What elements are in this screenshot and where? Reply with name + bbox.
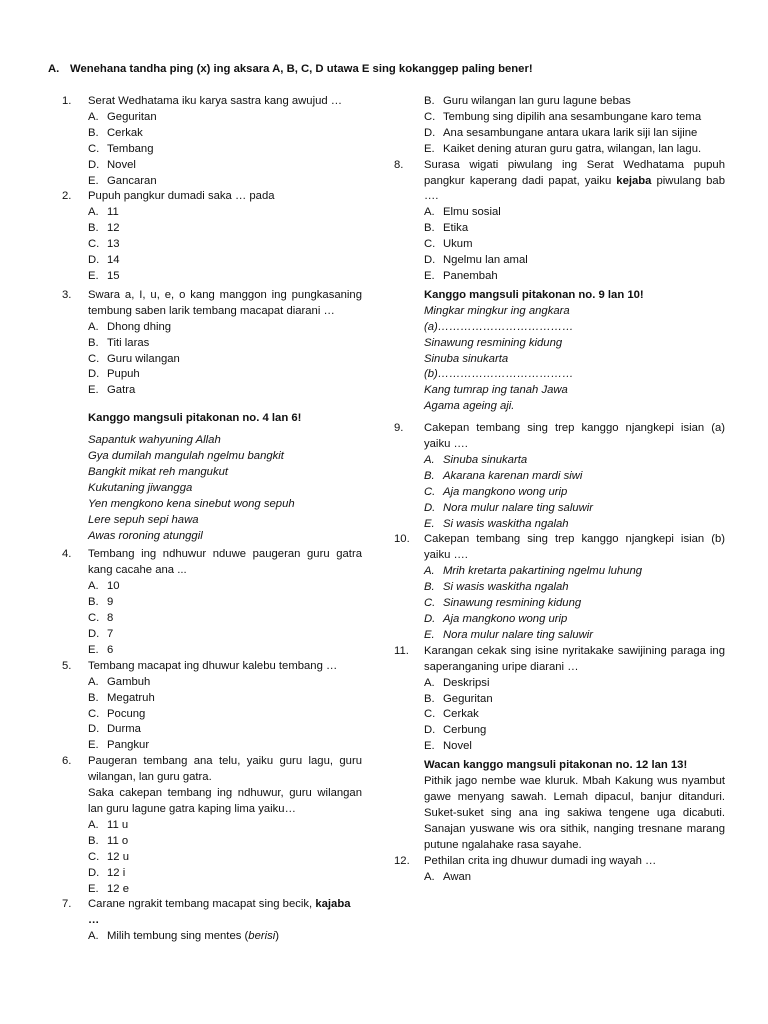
- question-number: 8.: [394, 158, 404, 171]
- option-letter: D.: [424, 126, 436, 139]
- option-letter: C.: [424, 485, 436, 498]
- question-text: [88, 897, 362, 929]
- option-text: Tembung sing dipilih ana sesambungane karo tema: [443, 110, 702, 123]
- option-letter: E.: [424, 269, 435, 282]
- option-letter: A.: [88, 110, 99, 123]
- question-text: [424, 158, 725, 206]
- question-text: Paugeran tembang ana telu, yaiku guru lagu, guru wilangan, lan guru gatra.: [88, 755, 362, 784]
- option-b[interactable]: [424, 221, 725, 237]
- option-text: Guru wilangan: [107, 352, 180, 365]
- option-letter: A.: [88, 580, 99, 593]
- question-8-options: [424, 205, 725, 285]
- question-text: Pethilan crita ing dhuwur dumadi ing wayah …: [424, 854, 657, 867]
- poem-line: Sapantuk wahyuning Allah: [88, 434, 221, 447]
- option-b[interactable]: [88, 595, 362, 611]
- poem-line: Mingkar mingkur ing angkara: [424, 304, 570, 317]
- poem-line: (b)………………………………: [424, 368, 574, 381]
- question-11: [394, 644, 725, 676]
- question-number: 3.: [62, 288, 72, 301]
- option-b[interactable]: [424, 580, 725, 596]
- question-4: [62, 547, 362, 579]
- option-b[interactable]: [424, 469, 725, 485]
- question-5: [62, 659, 362, 675]
- option-text: Si wasis waskitha ngalah: [443, 517, 569, 530]
- option-letter: B.: [88, 336, 99, 349]
- instruction-4-6: Kanggo mangsuli pitakonan no. 4 lan 6!: [88, 412, 302, 425]
- question-text: Cakepan tembang sing trep kanggo njangkepi isian (b) yaiku ….: [424, 533, 725, 562]
- question-6: [62, 754, 362, 818]
- poem-block-1: [62, 433, 362, 544]
- option-text: 12: [107, 222, 120, 235]
- question-number: 11.: [394, 644, 409, 657]
- option-letter: A.: [88, 930, 99, 943]
- option-text: Nora mulur nalare ting saluwir: [443, 501, 594, 514]
- option-d[interactable]: [424, 126, 725, 142]
- option-letter: D.: [424, 254, 436, 267]
- option-letter: B.: [88, 222, 99, 235]
- option-e[interactable]: [88, 383, 362, 399]
- question-number: 1.: [62, 95, 72, 107]
- poem-line: Kukutaning jiwangga: [88, 481, 193, 494]
- instruction-12-13: Wacan kanggo mangsuli pitakonan no. 12 lan 13!: [424, 759, 688, 772]
- option-letter: E.: [88, 882, 99, 895]
- option-text: Gatra: [107, 384, 136, 397]
- question-12: [394, 854, 725, 870]
- poem-line: Awas roroning atunggil: [88, 529, 203, 542]
- option-text: Milih tembung sing mentes (: [107, 930, 249, 943]
- option-d[interactable]: [88, 158, 362, 174]
- question-number: 6.: [62, 755, 72, 768]
- option-text: Panembah: [443, 269, 498, 282]
- option-letter: C.: [88, 612, 100, 625]
- option-letter: B.: [88, 834, 99, 847]
- option-text: Akarana karenan mardi siwi: [443, 469, 583, 482]
- option-c[interactable]: [424, 237, 725, 253]
- option-a[interactable]: [88, 110, 362, 126]
- option-text: Ana sesambungane antara ukara larik siji lan sijine: [443, 126, 698, 139]
- option-e[interactable]: [424, 517, 725, 533]
- option-letter: D.: [424, 501, 436, 514]
- option-letter: D.: [88, 866, 100, 879]
- option-e[interactable]: [424, 269, 725, 285]
- poem-line: Kang tumrap ing tanah Jawa: [424, 384, 568, 397]
- question-3-options: [88, 320, 362, 400]
- question-11-options: [424, 676, 725, 756]
- option-text: Pangkur: [107, 739, 150, 752]
- option-text: Aja mangkono wong urip: [443, 485, 568, 498]
- option-letter: D.: [88, 254, 100, 267]
- option-letter: B.: [88, 126, 99, 139]
- option-letter: D.: [88, 723, 100, 736]
- left-column: [62, 94, 362, 945]
- poem-line: Agama ageing aji.: [424, 400, 515, 413]
- section-letter: A.: [48, 63, 60, 75]
- question-number: 4.: [62, 548, 72, 561]
- question-1: [62, 94, 362, 110]
- option-letter: C.: [424, 708, 436, 721]
- option-b[interactable]: [88, 336, 362, 352]
- poem-line: Sinawung resmining kidung: [424, 336, 563, 349]
- option-text: Cerkak: [443, 708, 479, 721]
- option-letter: D.: [88, 158, 100, 171]
- option-d[interactable]: [424, 501, 725, 517]
- option-e[interactable]: [424, 142, 725, 158]
- option-c[interactable]: [88, 237, 362, 253]
- option-letter: E.: [88, 174, 99, 187]
- question-9-options: [424, 453, 725, 533]
- option-c[interactable]: [88, 707, 362, 723]
- option-e[interactable]: [88, 738, 362, 754]
- option-a[interactable]: [88, 320, 362, 336]
- question-text: Tembang macapat ing dhuwur kalebu tembang …: [88, 659, 338, 672]
- option-e[interactable]: [88, 269, 362, 285]
- option-letter: E.: [88, 643, 99, 656]
- option-text: 6: [107, 643, 114, 656]
- option-c[interactable]: [424, 485, 725, 501]
- option-d[interactable]: [424, 612, 725, 628]
- option-text: 13: [107, 238, 120, 251]
- option-text: Megatruh: [107, 691, 155, 704]
- option-d[interactable]: [88, 722, 362, 738]
- option-c[interactable]: [88, 352, 362, 368]
- option-letter: A.: [424, 870, 435, 883]
- question-8: [394, 158, 725, 206]
- option-text: Nora mulur nalare ting saluwir: [443, 628, 594, 641]
- option-letter: A.: [88, 818, 99, 831]
- option-e[interactable]: [88, 643, 362, 659]
- question-text: Swara a, I, u, e, o kang manggon ing pungkasaning tembung saben larik tembang macapat diarani …: [88, 288, 362, 317]
- option-a[interactable]: [424, 453, 725, 469]
- option-text: Pocung: [107, 707, 146, 720]
- option-text: Ukum: [443, 238, 473, 251]
- option-letter: B.: [424, 469, 435, 482]
- option-b[interactable]: [424, 94, 725, 110]
- option-text: 11: [107, 206, 119, 219]
- option-letter: E.: [424, 740, 435, 753]
- option-d[interactable]: [424, 723, 725, 739]
- option-letter: C.: [424, 110, 436, 123]
- option-b[interactable]: [88, 126, 362, 142]
- option-text: Si wasis waskitha ngalah: [443, 581, 569, 594]
- option-letter: D.: [424, 613, 436, 625]
- option-text: Etika: [443, 222, 469, 235]
- option-letter: E.: [88, 739, 99, 752]
- option-b[interactable]: [88, 221, 362, 237]
- question-7: [62, 897, 362, 929]
- option-text: 12 i: [107, 866, 126, 879]
- option-text: Deskripsi: [443, 676, 490, 689]
- question-12-options: [424, 870, 725, 886]
- option-a[interactable]: [424, 676, 725, 692]
- option-letter: C.: [424, 597, 436, 610]
- option-text: 12 e: [107, 882, 129, 895]
- option-a[interactable]: [424, 564, 725, 580]
- option-letter: E.: [424, 517, 435, 530]
- option-d[interactable]: [424, 253, 725, 269]
- option-letter: E.: [424, 628, 435, 641]
- option-text: Sinawung resmining kidung: [443, 597, 582, 610]
- option-c[interactable]: [424, 110, 725, 126]
- option-c[interactable]: [88, 850, 362, 866]
- question-text-emphasis: kejaba: [616, 174, 652, 187]
- option-letter: A.: [424, 206, 435, 219]
- option-e[interactable]: [424, 628, 725, 644]
- option-text: Cerkak: [107, 126, 143, 139]
- option-text: Sinuba sinukarta: [443, 453, 528, 466]
- question-number: 10.: [394, 533, 410, 546]
- question-text-part: Carane ngrakit tembang macapat sing becik,: [88, 898, 313, 911]
- option-text: 7: [107, 628, 114, 640]
- question-7-options-left: [88, 929, 362, 945]
- question-text: Pupuh pangkur dumadi saka … pada: [88, 190, 275, 203]
- question-2: [62, 189, 362, 205]
- option-letter: C.: [88, 850, 100, 863]
- question-text-end: piwulang bab ….: [424, 174, 725, 203]
- option-a[interactable]: [88, 818, 362, 834]
- option-text: 10: [107, 580, 120, 593]
- option-text: Mrih kretarta pakartining ngelmu luhung: [443, 565, 643, 578]
- question-3: [62, 288, 362, 320]
- option-letter: A.: [424, 565, 435, 578]
- question-number: 5.: [62, 659, 72, 672]
- option-letter: A.: [88, 320, 99, 333]
- option-letter: B.: [88, 691, 99, 704]
- question-5-options: [88, 675, 362, 755]
- option-letter: D.: [424, 724, 436, 737]
- section-heading: [48, 62, 533, 78]
- option-d[interactable]: [88, 627, 362, 643]
- poem-line: Sinuba sinukarta: [424, 352, 509, 365]
- option-a[interactable]: [424, 870, 725, 886]
- option-d[interactable]: [88, 253, 362, 269]
- option-letter: D.: [88, 368, 100, 381]
- option-letter: E.: [88, 384, 99, 397]
- option-text: Novel: [443, 740, 472, 753]
- option-text-end: ): [275, 930, 280, 943]
- option-letter: A.: [88, 675, 99, 688]
- option-letter: C.: [88, 707, 100, 720]
- question-1-options: [88, 110, 362, 190]
- poem-block-2: [398, 304, 725, 415]
- poem-line: Yen mengkono kena sinebut wong sepuh: [88, 497, 295, 510]
- option-e[interactable]: [424, 739, 725, 755]
- option-b[interactable]: [88, 834, 362, 850]
- section-title: Wenehana tandha ping (x) ing aksara A, B, C, D utawa E sing kokanggep paling bener!: [70, 63, 533, 75]
- question-4-options: [88, 579, 362, 659]
- option-text: Aja mangkono wong urip: [443, 613, 568, 625]
- poem-line: (a)………………………………: [424, 320, 574, 333]
- option-text: Elmu sosial: [443, 206, 501, 219]
- option-letter: C.: [88, 352, 100, 365]
- option-a[interactable]: [424, 205, 725, 221]
- option-letter: C.: [88, 238, 100, 251]
- question-text-part: Surasa wigati piwulang ing Serat Wedhatama pupuh pangkur kaperang dadi papat, yaiku: [424, 158, 725, 187]
- option-c[interactable]: [424, 707, 725, 723]
- option-text-italic: berisi: [248, 930, 276, 943]
- reading-passage: Pithik jago nembe wae kluruk. Mbah Kakung wus nyambut gawe menyang sawah. Lemah dipacul, banjur ditanduri. Suket-suket sing ana ing sakiwa tengene uga dicabuti. Sanajan yuswane wis ora sithik, nanging tresnane marang putune ngalahake rasa sayahe.: [424, 775, 725, 851]
- option-letter: B.: [424, 222, 435, 235]
- option-a[interactable]: [88, 929, 362, 945]
- question-number: 2.: [62, 190, 72, 203]
- option-text: Novel: [107, 158, 136, 171]
- question-2-options: [88, 205, 362, 285]
- option-text: Titi laras: [107, 336, 150, 349]
- option-text: 15: [107, 269, 120, 282]
- option-letter: C.: [424, 238, 436, 251]
- option-c[interactable]: [424, 596, 725, 612]
- question-10-options: [424, 564, 725, 644]
- question-number: 7.: [62, 898, 72, 911]
- option-text: 14: [107, 254, 120, 267]
- option-letter: C.: [88, 142, 100, 155]
- option-text: Durma: [107, 723, 141, 736]
- question-text: Serat Wedhatama iku karya sastra kang awujud …: [88, 95, 343, 107]
- option-a[interactable]: [88, 205, 362, 221]
- option-text: Pupuh: [107, 368, 140, 381]
- option-letter: E.: [88, 269, 99, 282]
- question-text: Karangan cekak sing isine nyritakake sawijining paraga ing saperanganing uripe diarani …: [424, 644, 725, 673]
- option-b[interactable]: [88, 691, 362, 707]
- option-letter: B.: [424, 581, 435, 594]
- option-letter: B.: [424, 692, 435, 705]
- option-d[interactable]: [88, 367, 362, 383]
- option-b[interactable]: [424, 692, 725, 708]
- option-text: Guru wilangan lan guru lagune bebas: [443, 95, 631, 107]
- poem-line: Gya dumilah mangulah ngelmu bangkit: [88, 450, 284, 463]
- question-text-2: Saka cakepan tembang ing ndhuwur, guru wilangan lan guru lagune gatra kaping lima yaiku…: [88, 787, 362, 815]
- option-letter: B.: [88, 596, 99, 609]
- question-6-options: [88, 818, 362, 898]
- right-column: [394, 94, 725, 885]
- option-letter: E.: [424, 142, 435, 155]
- question-text-emphasis: kajaba: [315, 898, 351, 911]
- option-text: Ngelmu lan amal: [443, 254, 528, 267]
- option-text: 8: [107, 612, 114, 625]
- question-number: 9.: [394, 422, 404, 435]
- option-text: 11 o: [107, 834, 129, 847]
- option-letter: A.: [88, 206, 99, 219]
- option-text: Awan: [443, 870, 472, 883]
- option-e[interactable]: [88, 882, 362, 898]
- option-text: Geguritan: [443, 692, 493, 705]
- option-d[interactable]: [88, 866, 362, 882]
- option-text: 9: [107, 596, 114, 609]
- question-9: [394, 421, 725, 453]
- question-10: [394, 532, 725, 564]
- option-letter: D.: [88, 628, 100, 640]
- option-text: Gambuh: [107, 675, 151, 688]
- option-a[interactable]: [88, 579, 362, 595]
- option-e[interactable]: [88, 174, 362, 190]
- question-text-ellipsis: …: [88, 914, 100, 927]
- option-c[interactable]: [88, 142, 362, 158]
- option-text: Tembang: [107, 142, 154, 155]
- question-text: Tembang ing ndhuwur nduwe paugeran guru gatra kang cacahe ana ...: [88, 548, 362, 577]
- option-a[interactable]: [88, 675, 362, 691]
- option-text: 11 u: [107, 818, 129, 831]
- option-text: Cerbung: [443, 724, 487, 737]
- poem-line: Bangkit mikat reh mangukut: [88, 465, 229, 478]
- option-text: Kaiket dening aturan guru gatra, wilangan, lan lagu.: [443, 142, 702, 155]
- option-letter: A.: [424, 676, 435, 689]
- option-text: Dhong dhing: [107, 320, 172, 333]
- option-letter: A.: [424, 453, 435, 466]
- question-text: Cakepan tembang sing trep kanggo njangkepi isian (a) yaiku ….: [424, 422, 725, 451]
- option-text: Geguritan: [107, 110, 157, 123]
- option-letter: B.: [424, 95, 435, 107]
- option-text: 12 u: [107, 850, 129, 863]
- question-7-options-right: [424, 94, 725, 158]
- question-number: 12.: [394, 854, 410, 867]
- poem-line: Lere sepuh sepi hawa: [88, 513, 199, 526]
- option-text: Gancaran: [107, 174, 157, 187]
- option-c[interactable]: [88, 611, 362, 627]
- instruction-9-10: Kanggo mangsuli pitakonan no. 9 lan 10!: [424, 288, 644, 301]
